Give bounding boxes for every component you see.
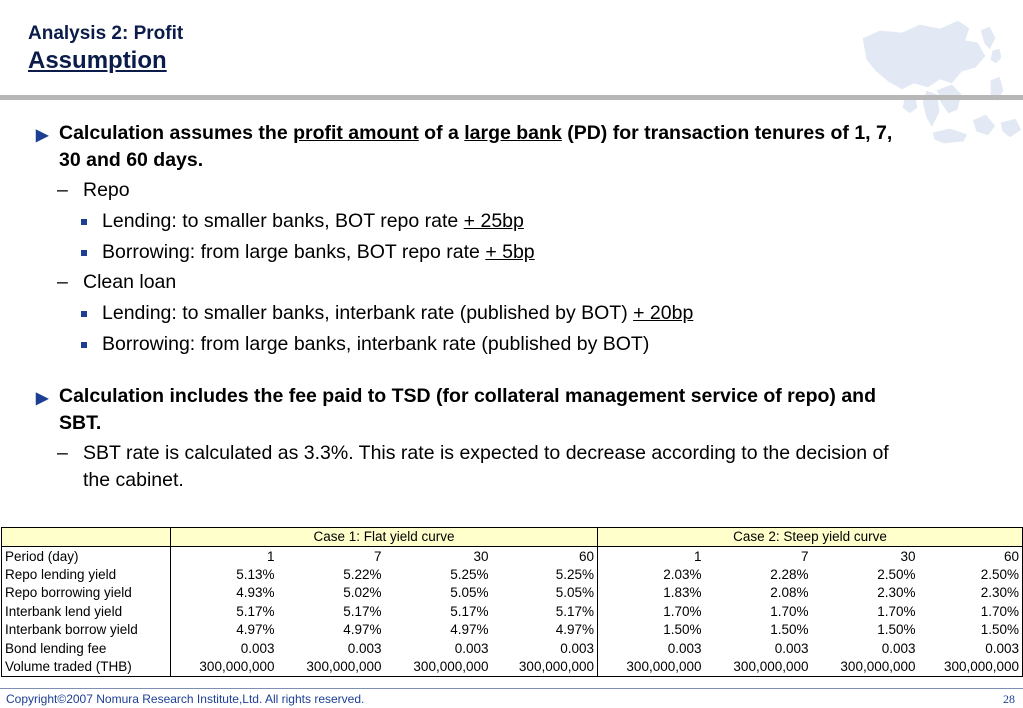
table-header-row xyxy=(2,528,1023,547)
table-cell: 5.13% xyxy=(171,566,278,584)
table-cell: 1.50% xyxy=(598,621,705,639)
sub-bullet-clean-loan xyxy=(36,269,916,296)
table-cell: 300,000,000 xyxy=(705,658,812,677)
table-cell: 1.50% xyxy=(919,621,1023,639)
table-cell: 5.25% xyxy=(450,566,489,582)
footer-divider xyxy=(0,688,1023,689)
table-cell: 2.50% xyxy=(877,566,916,582)
row-label: Interbank borrow yield xyxy=(2,621,171,639)
slide-content xyxy=(36,120,916,494)
table-cell: 4.97% xyxy=(171,621,278,639)
case2-header: Case 2: Steep yield curve xyxy=(598,528,1023,547)
table-cell: 2.30% xyxy=(919,584,1023,602)
table-row xyxy=(2,603,1023,621)
table-cell: 2.03% xyxy=(598,566,705,584)
table-cell: 5.17% xyxy=(492,603,598,621)
slide-title: Analysis 2: Profit xyxy=(28,23,184,44)
row-label: Volume traded (THB) xyxy=(2,658,171,677)
item-repo-borrowing xyxy=(36,239,916,266)
underlined-profit-amount: profit amount xyxy=(293,122,419,144)
text: SBT rate is calculated as 3.3%. This rate is expected to decrease according to the decision of the cabinet. xyxy=(83,442,889,491)
bullet-profit-assumption xyxy=(36,120,916,174)
table-row xyxy=(2,584,1023,602)
table-cell: 1 xyxy=(171,547,278,566)
table-cell: 0.003 xyxy=(492,639,598,657)
dash-bullet: – xyxy=(57,179,68,201)
table-row xyxy=(2,658,1023,677)
triangle-bullet-icon: ▶ xyxy=(36,127,49,144)
table-cell: 300,000,000 xyxy=(278,658,385,677)
table-cell: 1.70% xyxy=(598,603,705,621)
table-cell: 5.17% xyxy=(171,603,278,621)
table-row xyxy=(2,621,1023,639)
row-label: Repo lending yield xyxy=(2,566,171,584)
underlined-rate: + 25bp xyxy=(463,210,524,232)
table-cell: 2.08% xyxy=(770,585,809,601)
table-cell: 30 xyxy=(900,548,916,564)
header-divider xyxy=(0,95,1023,100)
table-cell: 1.50% xyxy=(877,622,916,638)
underlined-rate: + 20bp xyxy=(633,302,694,324)
slide-subtitle: Assumption xyxy=(28,47,167,74)
item-clean-lending xyxy=(36,300,916,327)
table-cell: 5.05% xyxy=(450,585,489,601)
text: Lending: to smaller banks, BOT repo rate xyxy=(102,210,464,232)
table-cell: 5.05% xyxy=(492,584,598,602)
case1-header: Case 1: Flat yield curve xyxy=(171,528,598,547)
table-row xyxy=(2,566,1023,584)
table-cell: 1 xyxy=(598,547,705,566)
table-cell: 4.93% xyxy=(171,584,278,602)
table-cell: 1.83% xyxy=(598,584,705,602)
text: Borrowing: from large banks, BOT repo rate xyxy=(102,241,486,263)
row-label: Period (day) xyxy=(2,547,171,566)
row-label: Bond lending fee xyxy=(2,639,171,657)
table-cell: 300,000,000 xyxy=(385,658,492,677)
table-cell: 0.003 xyxy=(347,640,382,656)
table-cell: 300,000,000 xyxy=(492,658,598,677)
table-cell: 2.30% xyxy=(877,585,916,601)
table-cell: 5.17% xyxy=(450,603,489,619)
bullet-fee-assumption xyxy=(36,383,916,437)
text: Calculation assumes the xyxy=(59,122,294,144)
text: (PD) for transaction tenures of 1, 7, 30 and 60 days. xyxy=(59,122,893,171)
table-cell: 300,000,000 xyxy=(812,658,919,677)
table-cell: 5.22% xyxy=(343,566,382,582)
text: of a xyxy=(418,122,465,144)
sub-bullet-repo xyxy=(36,177,916,204)
text: Clean loan xyxy=(83,271,177,293)
table-cell: 300,000,000 xyxy=(598,658,705,677)
copyright-text: Copyright©2007 Nomura Research Institute,Ltd. All rights reserved. xyxy=(6,692,365,706)
table-cell: 7 xyxy=(800,548,809,564)
text: Calculation includes the fee paid to TSD (for collateral management service of repo) and SBT. xyxy=(59,385,877,434)
square-bullet-icon xyxy=(81,219,87,225)
table-cell: 1.70% xyxy=(770,603,809,619)
underlined-rate: + 5bp xyxy=(485,241,535,263)
title-block xyxy=(28,22,183,76)
table-cell: 60 xyxy=(919,547,1023,566)
table-cell: 4.97% xyxy=(343,622,382,638)
row-label: Repo borrowing yield xyxy=(2,584,171,602)
table-cell: 0.003 xyxy=(598,639,705,657)
dash-bullet: – xyxy=(57,271,68,293)
sub-bullet-sbt xyxy=(36,440,916,494)
table-cell: 0.003 xyxy=(881,640,916,656)
dash-bullet: – xyxy=(57,442,68,464)
text: Lending: to smaller banks, interbank rate (published by BOT) xyxy=(102,302,634,324)
table-cell: 2.50% xyxy=(919,566,1023,584)
table-cell: 0.003 xyxy=(919,639,1023,657)
underlined-large-bank: large bank xyxy=(464,122,562,144)
table-row xyxy=(2,547,1023,566)
table-cell: 1.70% xyxy=(919,603,1023,621)
table-cell: 1.70% xyxy=(877,603,916,619)
table-cell: 0.003 xyxy=(454,640,489,656)
table-cell: 2.28% xyxy=(770,566,809,582)
text: Repo xyxy=(83,179,130,201)
table-cell: 5.25% xyxy=(492,566,598,584)
square-bullet-icon xyxy=(81,250,87,256)
table-cell: 60 xyxy=(492,547,598,566)
item-clean-borrowing xyxy=(36,331,916,358)
table-cell: 5.17% xyxy=(343,603,382,619)
table-cell: 300,000,000 xyxy=(171,658,278,677)
table-cell: 1.50% xyxy=(770,622,809,638)
table-cell: 0.003 xyxy=(171,639,278,657)
table-cell: 30 xyxy=(473,548,489,564)
table-cell: 300,000,000 xyxy=(919,658,1023,677)
square-bullet-icon xyxy=(81,311,87,317)
table-cell: 5.02% xyxy=(343,585,382,601)
item-repo-lending xyxy=(36,208,916,235)
triangle-bullet-icon: ▶ xyxy=(36,390,49,407)
page-number: 28 xyxy=(1003,692,1015,706)
header-blank-cell xyxy=(2,528,171,547)
text: Borrowing: from large banks, interbank rate (published by BOT) xyxy=(102,333,650,355)
table-cell: 7 xyxy=(373,548,382,564)
table-cell: 4.97% xyxy=(450,622,489,638)
table-row xyxy=(2,639,1023,657)
table-cell: 4.97% xyxy=(492,621,598,639)
square-bullet-icon xyxy=(81,342,87,348)
table-cell: 0.003 xyxy=(774,640,809,656)
row-label: Interbank lend yield xyxy=(2,603,171,621)
yield-table xyxy=(1,527,1023,677)
